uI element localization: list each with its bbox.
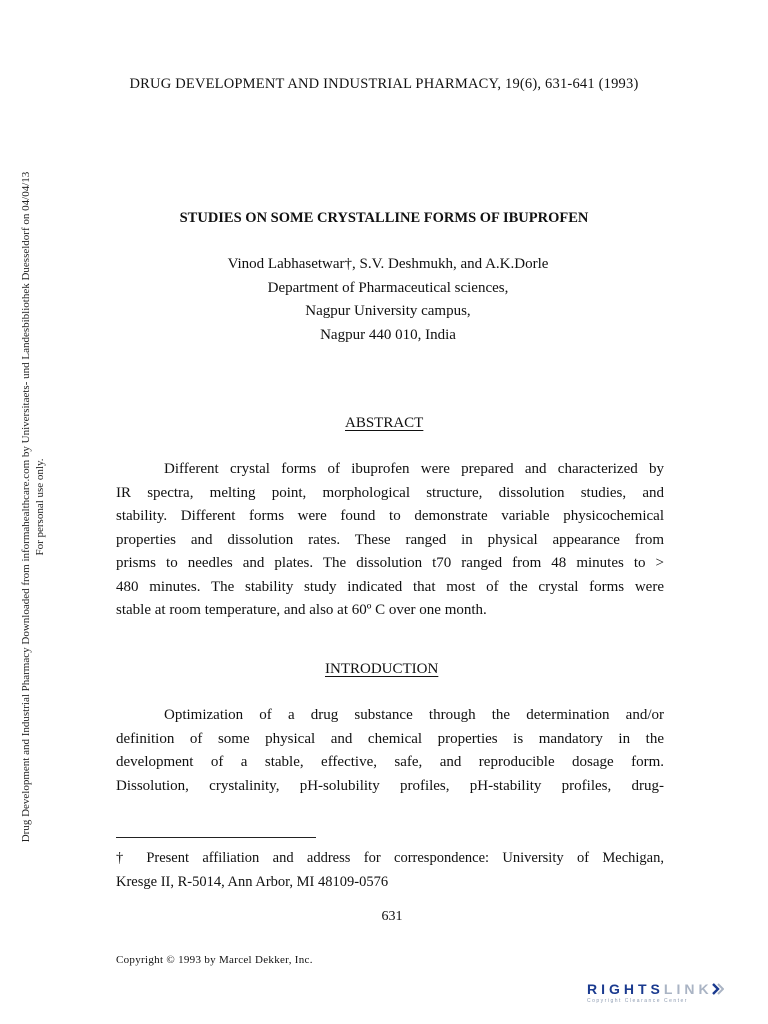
abstract-heading: ABSTRACT [345, 415, 424, 431]
rightslink-logo[interactable] [587, 981, 724, 1004]
abstract-line: properties and dissolution rates. These ranged in physical appearance from [116, 531, 664, 548]
author-names: Vinod Labhasetwar†, S.V. Deshmukh, and A.K.Dorle [227, 256, 549, 272]
abstract-line: stability. Different forms were found to demonstrate variable physicochemical [116, 508, 664, 524]
rightslink-tagline: Copyright Clearance Center [587, 998, 688, 1004]
abstract-line: Different crystal forms of ibuprofen were prepared and characterized by [164, 461, 664, 477]
abstract-line: IR spectra, melting point, morphological structure, dissolution studies, and [116, 484, 664, 501]
abstract-paragraph [116, 458, 664, 623]
footnote-line: † Present affiliation and address for correspondence: University of Mechigan, [116, 850, 664, 866]
introduction-heading: INTRODUCTION [325, 661, 439, 677]
introduction-line: definition of some physical and chemical properties is mandatory in the [116, 730, 664, 747]
introduction-line: development of a stable, effective, safe, and reproducible dosage form. [116, 754, 664, 770]
department: Department of Pharmaceutical sciences, [267, 279, 509, 296]
abstract-line: 480 minutes. The stability study indicated that most of the crystal forms were [116, 578, 664, 595]
copyright-notice: Copyright © 1993 by Marcel Dekker, Inc. [116, 954, 313, 966]
rightslink-chevron-icon [710, 983, 724, 995]
abstract-line: prisms to needles and plates. The dissolution t70 ranged from 48 minutes to > [116, 555, 664, 571]
footnote-divider [116, 837, 316, 838]
journal-header: DRUG DEVELOPMENT AND INDUSTRIAL PHARMACY, 19(6), 631-641 (1993) [129, 76, 639, 92]
rightslink-word-rights: RIGHTS [587, 981, 664, 997]
download-notice-line: Drug Development and Industrial Pharmacy Downloaded from informahealthcare.com by Universitaets- und Landesbibliothek Duesseldorf on 04/04/13 [20, 171, 32, 843]
article-title: STUDIES ON SOME CRYSTALLINE FORMS OF IBUPROFEN [179, 210, 589, 226]
footnote [116, 847, 664, 894]
rightslink-word-link: LINK [663, 981, 713, 997]
city: Nagpur 440 010, India [320, 326, 456, 343]
introduction-line: Dissolution, crystalinity, pH-solubility profiles, pH-stability profiles, drug- [116, 777, 664, 794]
campus: Nagpur University campus, [305, 303, 471, 319]
introduction-paragraph [116, 704, 664, 798]
footnote-line: Kresge II, R-5014, Ann Arbor, MI 48109-0576 [116, 873, 389, 890]
abstract-line: stable at room temperature, and also at 60º C over one month. [116, 602, 487, 618]
page-number: 631 [381, 909, 403, 924]
author-block [0, 253, 768, 347]
introduction-line: Optimization of a drug substance through the determination and/or [164, 707, 664, 723]
download-notice-line: For personal use only. [34, 458, 46, 556]
